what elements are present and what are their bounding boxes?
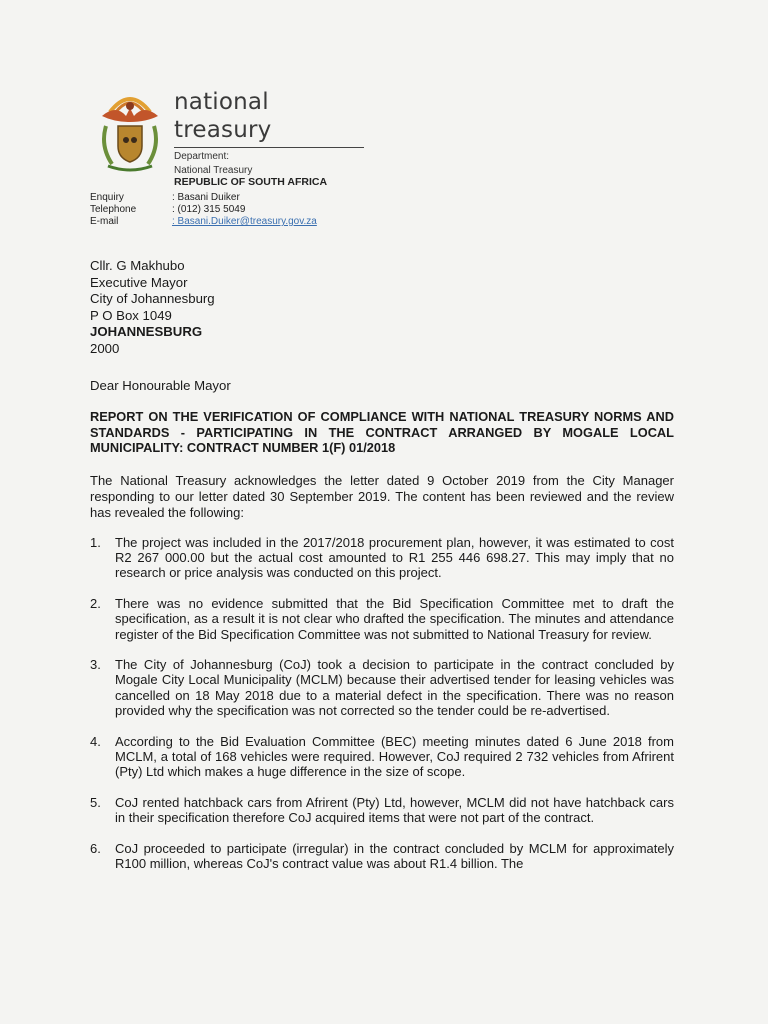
contact-row-telephone [90, 204, 317, 216]
list-item [90, 841, 674, 871]
item-number: 3. [90, 657, 101, 673]
salutation: Dear Honourable Mayor [90, 378, 231, 393]
department-name: National Treasury [174, 165, 253, 176]
org-name: national treasury [174, 88, 364, 148]
item-text: According to the Bid Evaluation Committee (BEC) meeting minutes dated 6 June 2018 from MCLM, a total of 168 vehicles were required. However, CoJ required 2 732 vehicles from Afrirent (Pty) Ltd which makes a huge difference in the size of scope. [115, 733, 674, 779]
country-name: REPUBLIC OF SOUTH AFRICA [174, 176, 328, 188]
item-text: There was no evidence submitted that the Bid Specification Committee met to draft the specification, as a result it is not clear who drafted the specification. The minutes and attendance register of the Bid Specification Committee was not submitted to National Treasury for review. [115, 596, 674, 642]
intro-paragraph: The National Treasury acknowledges the letter dated 9 October 2019 from the City Manager responding to our letter dated 30 September 2019. The content has been reviewed and the review has revealed the following: [90, 473, 674, 520]
list-item [90, 535, 674, 581]
list-item [90, 657, 674, 718]
recipient-address [90, 258, 215, 357]
letterhead [174, 88, 364, 189]
item-number: 2. [90, 596, 101, 612]
list-item [90, 734, 674, 780]
recipient-city: JOHANNESBURG [90, 324, 203, 339]
contact-label: Telephone [90, 204, 137, 215]
subject-heading: REPORT ON THE VERIFICATION OF COMPLIANCE WITH NATIONAL TREASURY NORMS AND STANDARDS - PARTICIPATING IN THE CONTRACT ARRANGED BY MOGALE LOCAL MUNICIPALITY: CONTRACT NUMBER 1(F) 01/2018 [90, 409, 674, 455]
findings-list [90, 535, 674, 886]
item-text: The project was included in the 2017/2018 procurement plan, however, it was estimated to cost R2 267 000.00 but the actual cost amounted to R1 255 446 698.27. This may imply that no research or price analysis was conducted on this project. [115, 535, 674, 581]
contact-row-enquiry [90, 192, 317, 204]
coat-of-arms-icon [96, 82, 164, 174]
recipient-name: Cllr. G Makhubo [90, 258, 185, 273]
contact-value: : Basani Duiker [172, 192, 240, 203]
item-number: 5. [90, 794, 101, 810]
department-label: Department: [174, 151, 230, 162]
list-item [90, 596, 674, 642]
email-link[interactable]: : Basani.Duiker@treasury.gov.za [172, 216, 317, 227]
item-text: CoJ rented hatchback cars from Afrirent (Pty) Ltd, however, MCLM did not have hatchback cars in their specification therefore CoJ acquired items that were not part of the contract. [115, 794, 674, 825]
contact-label: E-mail [90, 216, 119, 227]
contact-row-email [90, 216, 317, 228]
contact-block [90, 192, 317, 228]
item-text: The City of Johannesburg (CoJ) took a decision to participate in the contract concluded by Mogale City Local Municipality (MCLM) because their advertised tender for leasing vehicles was cancelled on 18 May 2018 due to a material defect in the specification. There was no reason provided why the specification was not corrected so the tender could be re-advertised. [115, 657, 674, 718]
list-item [90, 795, 674, 825]
recipient-organisation: City of Johannesburg [90, 291, 215, 306]
item-number: 1. [90, 535, 101, 550]
contact-label: Enquiry [90, 192, 124, 203]
item-number: 6. [90, 840, 101, 856]
recipient-title: Executive Mayor [90, 274, 188, 290]
item-text: CoJ proceeded to participate (irregular) in the contract concluded by MCLM for approximately R100 million, whereas CoJ's contract value was about R1.4 billion. The [115, 840, 674, 871]
recipient-po-box: P O Box 1049 [90, 307, 172, 323]
recipient-postal-code: 2000 [90, 340, 120, 356]
contact-value: : (012) 315 5049 [172, 204, 246, 215]
item-number: 4. [90, 733, 101, 749]
